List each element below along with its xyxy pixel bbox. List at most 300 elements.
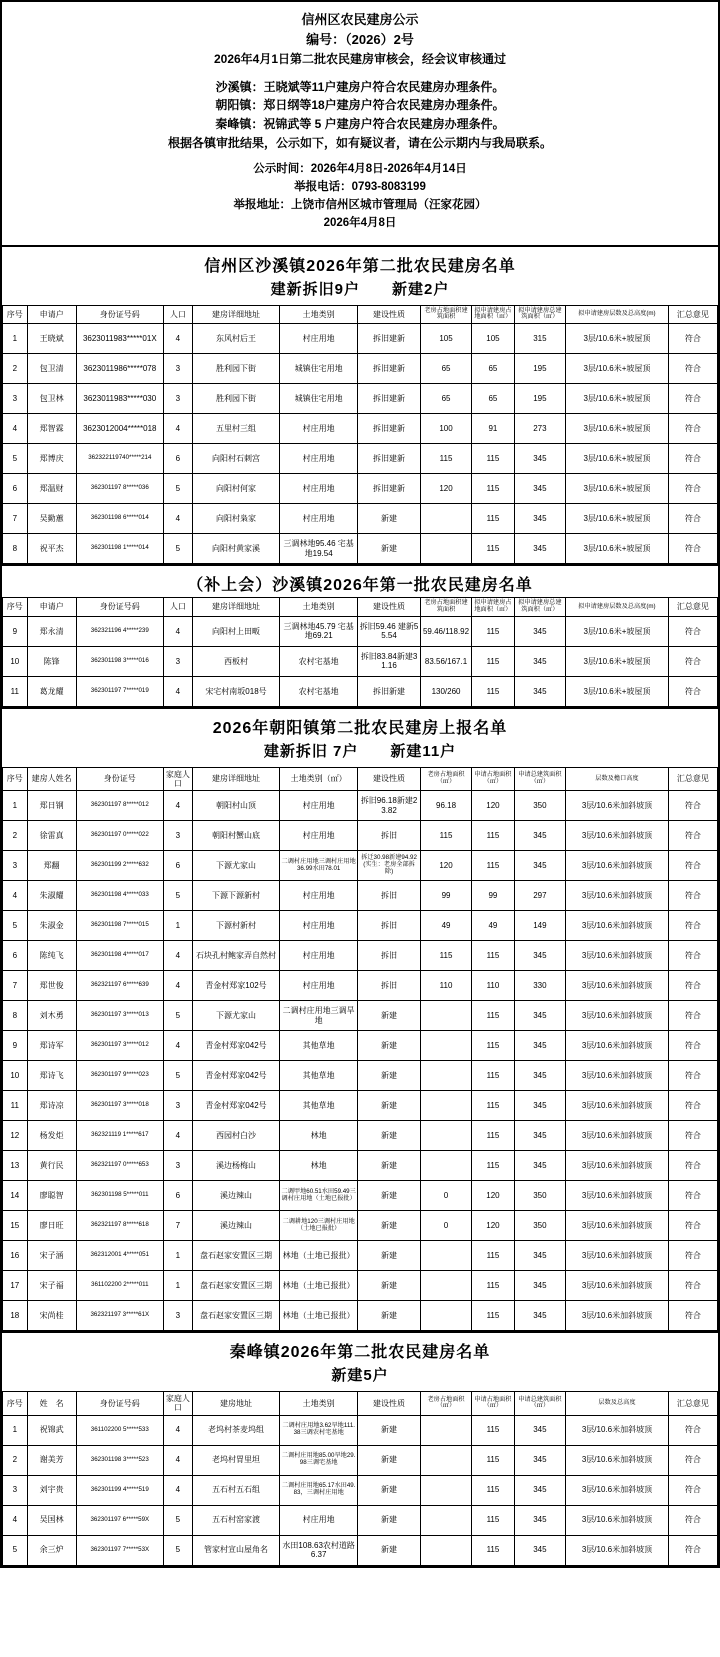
col-header: 建房详细地址 bbox=[192, 305, 279, 324]
col-header: 建房详细地址 bbox=[192, 598, 279, 617]
table-cell: 管家村宣山屋角名 bbox=[192, 1535, 279, 1565]
table-cell: 345 bbox=[514, 534, 565, 564]
table-row bbox=[3, 1121, 718, 1151]
table-cell: 3层/10.6米+坡屋顶 bbox=[566, 444, 669, 474]
table-row bbox=[3, 1241, 718, 1271]
table-cell: 3层/10.6米+坡屋顶 bbox=[566, 414, 669, 444]
table-cell: 拆旧 bbox=[358, 971, 421, 1001]
table-cell: 新建 bbox=[358, 1535, 421, 1565]
table-cell: 330 bbox=[514, 971, 565, 1001]
table-cell: 115 bbox=[472, 676, 514, 706]
table-cell: 115 bbox=[472, 1301, 514, 1331]
col-header: 序号 bbox=[3, 305, 28, 324]
table-cell: 115 bbox=[420, 444, 471, 474]
table-cell: 4 bbox=[163, 971, 192, 1001]
table-cell: 345 bbox=[514, 941, 565, 971]
table-cell: 符合 bbox=[668, 1061, 717, 1091]
table-cell: 362301198 3*****016 bbox=[76, 646, 163, 676]
table-cell: 345 bbox=[514, 1061, 565, 1091]
table-cell: 祝锦武 bbox=[27, 1415, 76, 1445]
table-cell bbox=[420, 1475, 471, 1505]
table-row bbox=[3, 1061, 718, 1091]
table-cell: 宋宅村南坂018号 bbox=[192, 676, 279, 706]
table-cell: 315 bbox=[514, 324, 565, 354]
table-cell: 362301197 6*****59X bbox=[76, 1505, 163, 1535]
table-cell: 65 bbox=[472, 384, 514, 414]
table-cell: 拆旧59.46 建新55.54 bbox=[358, 616, 421, 646]
table-cell: 3层/10.6米加斜坡顶 bbox=[566, 1001, 669, 1031]
table-cell: 3层/10.6米加斜坡顶 bbox=[566, 791, 669, 821]
table-cell: 49 bbox=[472, 911, 514, 941]
table-cell: 3623011983*****030 bbox=[76, 384, 163, 414]
col-header: 土地类别 bbox=[280, 1392, 358, 1415]
table-cell: 青金村郑家102号 bbox=[192, 971, 279, 1001]
table-cell: 11 bbox=[3, 1091, 28, 1121]
table-row bbox=[3, 821, 718, 851]
table-row bbox=[3, 444, 718, 474]
table-row bbox=[3, 1505, 718, 1535]
table-cell: 宋子福 bbox=[27, 1271, 76, 1301]
table-cell: 3层/10.6米加斜坡顶 bbox=[566, 1241, 669, 1271]
table-cell: 符合 bbox=[668, 1241, 717, 1271]
table-cell: 五石村五石组 bbox=[192, 1475, 279, 1505]
table-cell: 青金村郑家042号 bbox=[192, 1091, 279, 1121]
table-cell: 3 bbox=[163, 384, 192, 414]
table-row bbox=[3, 1445, 718, 1475]
table-cell: 4 bbox=[3, 1505, 28, 1535]
table-row bbox=[3, 1415, 718, 1445]
table-cell: 115 bbox=[472, 474, 514, 504]
table-cell: 96.18 bbox=[420, 791, 471, 821]
table-cell: 361102200 5*****533 bbox=[76, 1415, 163, 1445]
document-header bbox=[2, 2, 718, 247]
table-cell: 三调林地45.79 宅基地69.21 bbox=[280, 616, 358, 646]
col-header: 申请总建筑面积（㎡） bbox=[514, 1392, 565, 1415]
table-cell: 9 bbox=[3, 1031, 28, 1061]
table-cell: 362301198 4*****033 bbox=[76, 881, 163, 911]
table-cell bbox=[420, 1061, 471, 1091]
table-cell: 东风村后王 bbox=[192, 324, 279, 354]
table-cell: 297 bbox=[514, 881, 565, 911]
table-cell: 1 bbox=[3, 324, 28, 354]
table-cell: 新建 bbox=[358, 1091, 421, 1121]
table-cell: 郑温财 bbox=[27, 474, 76, 504]
section-shaxi-batch1-supplement bbox=[2, 566, 718, 709]
table-cell: 3层/10.6米加斜坡顶 bbox=[566, 1505, 669, 1535]
table-cell: 村庄用地 bbox=[280, 821, 358, 851]
table-cell: 0 bbox=[420, 1211, 471, 1241]
table-cell: 其他草地 bbox=[280, 1061, 358, 1091]
table-cell: 下源尤家山 bbox=[192, 851, 279, 881]
table-cell: 农村宅基地 bbox=[280, 676, 358, 706]
table-cell bbox=[420, 1271, 471, 1301]
table-cell: 其他草地 bbox=[280, 1031, 358, 1061]
table-cell: 新建 bbox=[358, 1271, 421, 1301]
table-cell: 345 bbox=[514, 1001, 565, 1031]
table-cell: 8 bbox=[3, 534, 28, 564]
table-cell: 362301197 7*****53X bbox=[76, 1535, 163, 1565]
table-cell: 5 bbox=[163, 534, 192, 564]
table-cell: 郑世俊 bbox=[27, 971, 76, 1001]
table-cell: 1 bbox=[163, 1241, 192, 1271]
table-cell: 村庄用地 bbox=[280, 414, 358, 444]
table-cell: 345 bbox=[514, 1091, 565, 1121]
table-cell: 西园村白沙 bbox=[192, 1121, 279, 1151]
col-header: 姓 名 bbox=[27, 1392, 76, 1415]
table-cell: 符合 bbox=[668, 1535, 717, 1565]
table-cell: 符合 bbox=[668, 1151, 717, 1181]
table-cell: 120 bbox=[472, 791, 514, 821]
table-cell: 6 bbox=[163, 1181, 192, 1211]
table-cell: 符合 bbox=[668, 1415, 717, 1445]
table-cell: 0 bbox=[420, 1181, 471, 1211]
table-cell: 65 bbox=[420, 354, 471, 384]
table-cell bbox=[420, 1445, 471, 1475]
table-cell: 4 bbox=[163, 1445, 192, 1475]
table-cell: 符合 bbox=[668, 504, 717, 534]
table-cell: 胜利园下街 bbox=[192, 384, 279, 414]
table-row bbox=[3, 504, 718, 534]
table-cell: 3层/10.6米加斜坡顶 bbox=[566, 1301, 669, 1331]
table-cell: 徐雷真 bbox=[27, 821, 76, 851]
table-body-2 bbox=[3, 791, 718, 1331]
table-cell: 115 bbox=[472, 444, 514, 474]
table-cell: 拆旧建新 bbox=[358, 444, 421, 474]
table-cell: 朱淑耀 bbox=[27, 881, 76, 911]
table-cell: 362312001 4*****051 bbox=[76, 1241, 163, 1271]
table-cell: 4 bbox=[163, 1475, 192, 1505]
table-cell: 农村宅基地 bbox=[280, 646, 358, 676]
col-header: 申请总建筑面积（㎡） bbox=[514, 767, 565, 790]
col-header: 建房人姓名 bbox=[27, 767, 76, 790]
col-header: 汇总意见 bbox=[668, 767, 717, 790]
table-cell: 1 bbox=[163, 911, 192, 941]
col-header: 老房占地面积建筑面积 bbox=[420, 598, 471, 617]
table-cell: 向阳村枭家 bbox=[192, 504, 279, 534]
table-cell: 345 bbox=[514, 1121, 565, 1151]
table-cell: 362301197 7*****019 bbox=[76, 676, 163, 706]
document-title: 信州区农民建房公示 bbox=[301, 12, 419, 27]
table-cell: 115 bbox=[472, 616, 514, 646]
table-cell: 新建 bbox=[358, 1301, 421, 1331]
table-cell: 二调村庄用地85.00旱地29.98三调宅基地 bbox=[280, 1445, 358, 1475]
table-cell: 新建 bbox=[358, 1181, 421, 1211]
table-row bbox=[3, 324, 718, 354]
table-cell: 符合 bbox=[668, 646, 717, 676]
table-cell: 3层/10.6米加斜坡顶 bbox=[566, 1415, 669, 1445]
table-cell: 拆旧建新 bbox=[358, 474, 421, 504]
table-cell: 15 bbox=[3, 1211, 28, 1241]
table-cell bbox=[420, 1151, 471, 1181]
table-cell: 345 bbox=[514, 504, 565, 534]
col-header: 序号 bbox=[3, 767, 28, 790]
table-cell: 3 bbox=[163, 354, 192, 384]
col-header: 序号 bbox=[3, 1392, 28, 1415]
table-cell: 5 bbox=[163, 1535, 192, 1565]
section-shaxi-batch2 bbox=[2, 247, 718, 567]
table-row bbox=[3, 616, 718, 646]
table-cell: 刘宇贵 bbox=[27, 1475, 76, 1505]
table-cell: 盘石赵家安置区三期 bbox=[192, 1241, 279, 1271]
table-cell: 8 bbox=[3, 1001, 28, 1031]
issue-date: 2026年4月8日 bbox=[323, 216, 397, 229]
table-cell: 362301198 5*****011 bbox=[76, 1181, 163, 1211]
table-cell: 345 bbox=[514, 1535, 565, 1565]
table-cell: 郑翻 bbox=[27, 851, 76, 881]
table-cell: 2 bbox=[3, 354, 28, 384]
table-cell: 新建 bbox=[358, 1211, 421, 1241]
section-subtitle: 建新拆旧 7户 新建11户 bbox=[263, 742, 457, 760]
table-cell: 3623011983*****01X bbox=[76, 324, 163, 354]
table-cell: 59.46/118.92 bbox=[420, 616, 471, 646]
table-cell: 向阳村上田畈 bbox=[192, 616, 279, 646]
table-cell bbox=[420, 1091, 471, 1121]
table-cell: 下源下源新村 bbox=[192, 881, 279, 911]
table-cell: 5 bbox=[163, 1505, 192, 1535]
table-cell: 3 bbox=[3, 384, 28, 414]
table-cell: 陈锋 bbox=[27, 646, 76, 676]
table-cell: 溪边辣山 bbox=[192, 1211, 279, 1241]
table-cell: 西板村 bbox=[192, 646, 279, 676]
col-header: 拟申请建房总建筑面积（㎡） bbox=[514, 305, 565, 324]
table-cell: 4 bbox=[163, 324, 192, 354]
table-cell bbox=[420, 1535, 471, 1565]
table-row bbox=[3, 881, 718, 911]
table-cell: 村庄用地 bbox=[280, 941, 358, 971]
table-cell: 345 bbox=[514, 444, 565, 474]
table-cell: 115 bbox=[472, 1445, 514, 1475]
table-cell: 362321196 4*****239 bbox=[76, 616, 163, 646]
table-cell: 村庄用地 bbox=[280, 791, 358, 821]
col-header: 拟申请建房占地面积（㎡） bbox=[472, 305, 514, 324]
table-cell: 115 bbox=[472, 1415, 514, 1445]
table-cell bbox=[420, 1031, 471, 1061]
table-cell: 4 bbox=[163, 414, 192, 444]
table-cell: 村庄用地 bbox=[280, 444, 358, 474]
table-cell: 120 bbox=[472, 1181, 514, 1211]
table-cell: 120 bbox=[420, 474, 471, 504]
table-cell: 362301197 3*****013 bbox=[76, 1001, 163, 1031]
table-cell: 朝阳村蟹山底 bbox=[192, 821, 279, 851]
table-cell: 345 bbox=[514, 1505, 565, 1535]
table-cell: 溪边杨梅山 bbox=[192, 1151, 279, 1181]
table-cell: 3层/10.6米加斜坡顶 bbox=[566, 1091, 669, 1121]
table-cell: 新建 bbox=[358, 534, 421, 564]
table-row bbox=[3, 791, 718, 821]
table-cell: 362301198 1*****014 bbox=[76, 534, 163, 564]
table-cell: 7 bbox=[3, 504, 28, 534]
section-title: 信州区沙溪镇2026年第二批农民建房名单 bbox=[204, 257, 516, 275]
table-row bbox=[3, 474, 718, 504]
table-cell: 符合 bbox=[668, 616, 717, 646]
table-cell bbox=[420, 1415, 471, 1445]
document-number: 编号：（2026）2号 bbox=[306, 32, 414, 48]
table-cell: 4 bbox=[163, 941, 192, 971]
table-cell: 新建 bbox=[358, 1505, 421, 1535]
table-cell: 符合 bbox=[668, 791, 717, 821]
table-cell: 二调村庄用地三调旱地 bbox=[280, 1001, 358, 1031]
col-header: 拟申请建房层数及总高度(m) bbox=[566, 598, 669, 617]
table-cell: 3层/10.6米加斜坡顶 bbox=[566, 1271, 669, 1301]
table-cell: 符合 bbox=[668, 1031, 717, 1061]
col-header: 拟申请建房总建筑面积（㎡） bbox=[514, 598, 565, 617]
table-cell: 149 bbox=[514, 911, 565, 941]
table-cell: 115 bbox=[472, 1535, 514, 1565]
table-cell: 362301197 8*****012 bbox=[76, 791, 163, 821]
table-cell: 林地（土地已报批） bbox=[280, 1271, 358, 1301]
table-cell: 4 bbox=[163, 676, 192, 706]
table-cell: 195 bbox=[514, 354, 565, 384]
table-cell: 345 bbox=[514, 1271, 565, 1301]
col-header: 土地类别 bbox=[280, 598, 358, 617]
col-header: 人口 bbox=[163, 598, 192, 617]
table-cell: 拆旧 bbox=[358, 881, 421, 911]
table-cell: 345 bbox=[514, 821, 565, 851]
table-cell: 包卫林 bbox=[27, 384, 76, 414]
table-cell: 郑日钢 bbox=[27, 791, 76, 821]
table-cell: 水田108.63农村道路6.37 bbox=[280, 1535, 358, 1565]
col-header: 汇总意见 bbox=[668, 598, 717, 617]
table-cell: 350 bbox=[514, 791, 565, 821]
table-cell: 3层/10.6米加斜坡顶 bbox=[566, 911, 669, 941]
table-row bbox=[3, 941, 718, 971]
table-cell: 五石村窑家渡 bbox=[192, 1505, 279, 1535]
table-cell: 新建 bbox=[358, 1415, 421, 1445]
table-cell: 110 bbox=[420, 971, 471, 1001]
table-cell: 新建 bbox=[358, 1151, 421, 1181]
col-header: 老房占地面积建筑面积 bbox=[420, 305, 471, 324]
table-cell: 115 bbox=[472, 1505, 514, 1535]
table-body-1 bbox=[3, 616, 718, 706]
table-cell: 3层/10.6米加斜坡顶 bbox=[566, 1061, 669, 1091]
table-cell: 115 bbox=[472, 1001, 514, 1031]
table-cell: 符合 bbox=[668, 821, 717, 851]
section-title: 2026年朝阳镇第二批农民建房上报名单 bbox=[212, 719, 508, 737]
table-cell: 3 bbox=[163, 1301, 192, 1331]
col-header: 序号 bbox=[3, 598, 28, 617]
table-cell: 345 bbox=[514, 646, 565, 676]
table-cell: 下源村新村 bbox=[192, 911, 279, 941]
table-cell: 新建 bbox=[358, 504, 421, 534]
report-address: 举报地址：上饶市信州区城市管理局（汪家花园） bbox=[233, 198, 487, 211]
col-header: 层数及檐口高度 bbox=[566, 767, 669, 790]
table-cell: 362321197 3*****61X bbox=[76, 1301, 163, 1331]
table-cell: 115 bbox=[472, 941, 514, 971]
table-cell: 345 bbox=[514, 1031, 565, 1061]
table-cell: 吴勤蕙 bbox=[27, 504, 76, 534]
table-cell: 3 bbox=[163, 646, 192, 676]
meeting-line: 2026年4月1日第二批农民建房审核会，经会议审核通过 bbox=[213, 52, 507, 67]
col-header: 身份证号码 bbox=[76, 305, 163, 324]
table-cell: 1 bbox=[3, 791, 28, 821]
table-cell: 1 bbox=[163, 1271, 192, 1301]
col-header: 申请户 bbox=[27, 305, 76, 324]
table-cell: 陈纯飞 bbox=[27, 941, 76, 971]
table-cell: 2 bbox=[3, 1445, 28, 1475]
table-cell: 下源尤家山 bbox=[192, 1001, 279, 1031]
table-cell: 新建 bbox=[358, 1241, 421, 1271]
table-cell: 城镇住宅用地 bbox=[280, 384, 358, 414]
table-cell: 拆旧建新 bbox=[358, 414, 421, 444]
table-body-0 bbox=[3, 324, 718, 564]
table-cell: 3层/10.6米加斜坡顶 bbox=[566, 1151, 669, 1181]
table-cell: 郑永清 bbox=[27, 616, 76, 646]
table-cell: 345 bbox=[514, 1241, 565, 1271]
col-header: 申请占地面积（㎡） bbox=[472, 767, 514, 790]
table-cell: 4 bbox=[163, 1031, 192, 1061]
table-cell: 郑智霖 bbox=[27, 414, 76, 444]
table-cell: 3层/10.6米+坡屋顶 bbox=[566, 616, 669, 646]
table-cell: 3层/10.6米加斜坡顶 bbox=[566, 1181, 669, 1211]
table-cell: 符合 bbox=[668, 1445, 717, 1475]
table-cell: 5 bbox=[3, 911, 28, 941]
table-cell: 362321197 8*****618 bbox=[76, 1211, 163, 1241]
table-cell: 3 bbox=[3, 1475, 28, 1505]
table-cell: 新建 bbox=[358, 1445, 421, 1475]
table-cell: 362321197 6*****639 bbox=[76, 971, 163, 1001]
table-cell: 6 bbox=[163, 851, 192, 881]
table-cell: 362301197 8*****036 bbox=[76, 474, 163, 504]
col-header: 建设性质 bbox=[358, 767, 421, 790]
table-cell: 362321119 1*****617 bbox=[76, 1121, 163, 1151]
table-shaxi-batch2 bbox=[2, 305, 718, 565]
table-cell: 115 bbox=[472, 534, 514, 564]
table-cell: 6 bbox=[163, 444, 192, 474]
table-cell: 3层/10.6米+坡屋顶 bbox=[566, 354, 669, 384]
table-cell: 拆旧新建 bbox=[358, 676, 421, 706]
table-row bbox=[3, 971, 718, 1001]
table-cell: 115 bbox=[472, 504, 514, 534]
table-cell: 郑诗飞 bbox=[27, 1061, 76, 1091]
table-cell: 二调村庄用地65.17水田49.83，三调村庄用地 bbox=[280, 1475, 358, 1505]
table-cell: 105 bbox=[420, 324, 471, 354]
table-cell: 3层/10.6米加斜坡顶 bbox=[566, 1031, 669, 1061]
table-cell: 3层/10.6米加斜坡顶 bbox=[566, 941, 669, 971]
table-cell: 362301197 0*****022 bbox=[76, 821, 163, 851]
table-cell: 362301197 3*****018 bbox=[76, 1091, 163, 1121]
table-cell: 115 bbox=[472, 646, 514, 676]
table-row bbox=[3, 354, 718, 384]
table-cell: 49 bbox=[420, 911, 471, 941]
col-header: 拟申请建房层数及总高度(m) bbox=[566, 305, 669, 324]
table-cell: 6 bbox=[3, 474, 28, 504]
table-cell: 向阳村何家 bbox=[192, 474, 279, 504]
table-cell: 14 bbox=[3, 1181, 28, 1211]
table-cell: 3层/10.6米加斜坡顶 bbox=[566, 1535, 669, 1565]
table-cell: 其他草地 bbox=[280, 1091, 358, 1121]
col-header: 身份证号码 bbox=[76, 1392, 163, 1415]
table-cell: 溪边辣山 bbox=[192, 1181, 279, 1211]
table-row bbox=[3, 1091, 718, 1121]
col-header: 汇总意见 bbox=[668, 305, 717, 324]
table-cell: 3层/10.6米+坡屋顶 bbox=[566, 534, 669, 564]
table-cell: 345 bbox=[514, 1301, 565, 1331]
col-header: 建设性质 bbox=[358, 598, 421, 617]
table-cell: 二调甲地60.51水田59.49三调村庄用地（土地已报批） bbox=[280, 1181, 358, 1211]
table-cell: 包卫清 bbox=[27, 354, 76, 384]
table-cell: 符合 bbox=[668, 1121, 717, 1151]
table-cell bbox=[420, 534, 471, 564]
table-cell bbox=[420, 1241, 471, 1271]
table-body-3 bbox=[3, 1415, 718, 1565]
table-cell: 符合 bbox=[668, 324, 717, 354]
table-cell: 拆旧 bbox=[358, 821, 421, 851]
table-cell: 刘木勇 bbox=[27, 1001, 76, 1031]
table-cell: 符合 bbox=[668, 911, 717, 941]
table-cell: 99 bbox=[472, 881, 514, 911]
col-header: 身份证号码 bbox=[76, 598, 163, 617]
table-row bbox=[3, 534, 718, 564]
